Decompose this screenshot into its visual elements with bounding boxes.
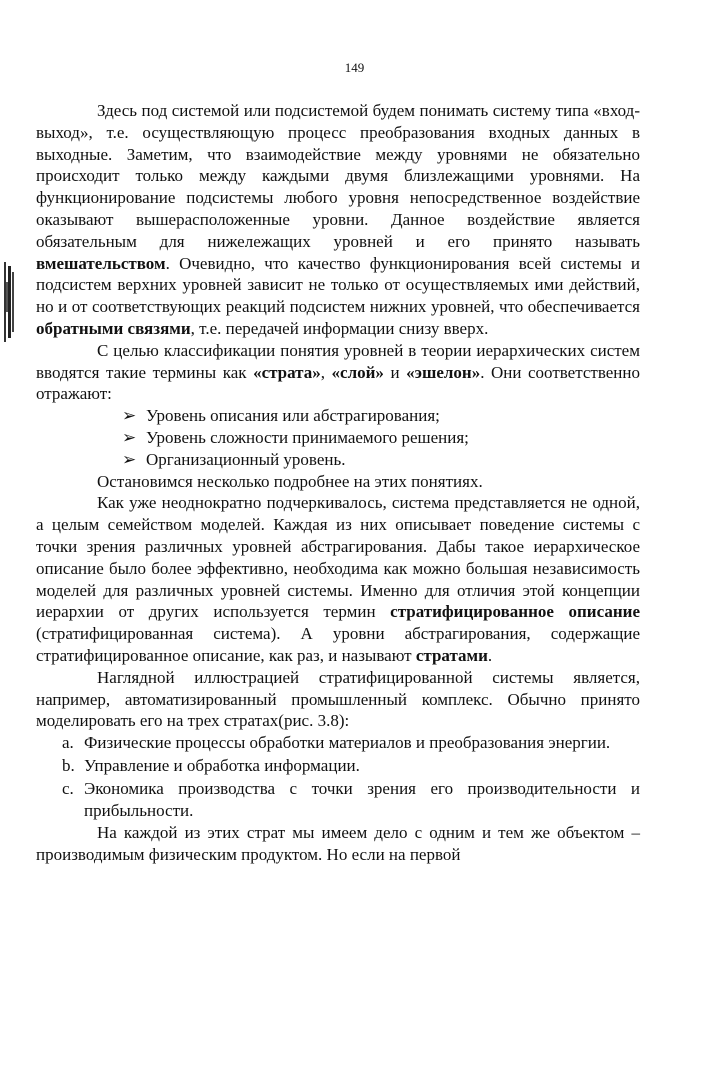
paragraph: [36, 471, 640, 493]
text-run: , т.е. передачей информации снизу вверх.: [190, 318, 489, 338]
text-run: Здесь под системой или подсистемой будем понимать систему типа «вход-выход», т.е. осуществляющую процесс преобразования входных данных в выходные. Заметим, что взаимодействие между уровнями не обязательно происходит только между каждыми двумя близлежащими уровнями. На функционирование подсистемы любого уровня непосредственное воздействие оказывают вышерасположенные уровни. Данное воздействие является обязательным для нижележащих уровней и его принято называть: [36, 101, 640, 251]
list-item: [122, 449, 640, 471]
paragraph: [36, 822, 640, 866]
text-run: С целью классификации понятия уровней в теории иерархических систем вводятся такие термины как: [36, 340, 640, 382]
bold-term: «слой»: [331, 362, 384, 382]
list-item-text: Уровень сложности принимаемого решения;: [146, 427, 469, 447]
text-run: ,: [320, 362, 332, 382]
list-letter-marker: c.: [62, 778, 74, 798]
arrow-bullet-icon: ➢: [122, 406, 137, 426]
paragraph: [36, 667, 640, 732]
list-item-text: Физические процессы обработки материалов и преобразования энергии.: [84, 733, 611, 753]
list-letter-marker: a.: [62, 733, 74, 753]
text-run: На каждой из этих страт мы имеем дело с одним и тем же объектом – производимым физическим продуктом. Но если на первой: [36, 823, 640, 865]
bold-term: стратами: [415, 645, 488, 665]
list-item: [122, 405, 640, 427]
text-run: (стратифицированная система). А уровни абстрагирования, содержащие стратифицированное описание, как раз, и называют: [36, 624, 640, 665]
paragraph: [36, 492, 640, 666]
lettered-list: [36, 732, 640, 821]
text-run: .: [487, 645, 493, 665]
text-run: Как уже неоднократно подчеркивалось, система представляется не одной, а целым семейством моделей. Каждая из них описывает поведение системы с точки зрения различных уровней абстрагирования. Дабы такое иерархическое описание было более эффективно, необходима как можно большая независимость моделей для различных уровней системы. Именно для отличия этой концепции иерархии от других используется термин: [36, 493, 640, 622]
paragraph: [36, 340, 640, 405]
text-run: Остановимся несколько подробнее на этих понятиях.: [97, 471, 483, 491]
page-number: 149: [344, 60, 365, 75]
list-letter-marker: b.: [62, 755, 75, 775]
list-item: [36, 755, 640, 777]
scan-binding-mark: [2, 262, 16, 342]
paragraph: [36, 100, 640, 340]
arrow-bullet-icon: ➢: [122, 449, 137, 469]
text-run: и: [383, 362, 407, 382]
text-run: Наглядной иллюстрацией стратифицированной системы является, например, автоматизированный промышленный комплекс. Обычно принято моделировать его на трех стратах(рис. 3.8):: [36, 667, 640, 731]
bold-term: обратными связями: [36, 318, 191, 338]
list-item-text: Организационный уровень.: [146, 449, 346, 469]
arrow-bullet-list: [36, 405, 640, 470]
document-body: [36, 100, 640, 866]
text-run: . Они соответственно отражают:: [36, 362, 641, 404]
list-item-text: Управление и обработка информации.: [84, 755, 360, 775]
bold-term: вмешательством: [36, 253, 166, 273]
arrow-bullet-icon: ➢: [122, 427, 137, 447]
list-item-text: Экономика производства с точки зрения его производительности и прибыльности.: [84, 778, 640, 820]
bold-term: «страта»: [253, 362, 321, 382]
list-item: [36, 732, 640, 754]
bold-term: стратифицированное описание: [390, 602, 640, 622]
text-run: . Очевидно, что качество функционирования всей системы и подсистем верхних уровней зависит не только от осуществляемых ими действий, но и от соответствующих реакций подсистем нижних уровней, что обеспечивается: [36, 253, 640, 317]
list-item-text: Уровень описания или абстрагирования;: [146, 406, 440, 426]
list-item: [36, 778, 640, 822]
list-item: [122, 427, 640, 449]
bold-term: «эшелон»: [406, 362, 481, 382]
